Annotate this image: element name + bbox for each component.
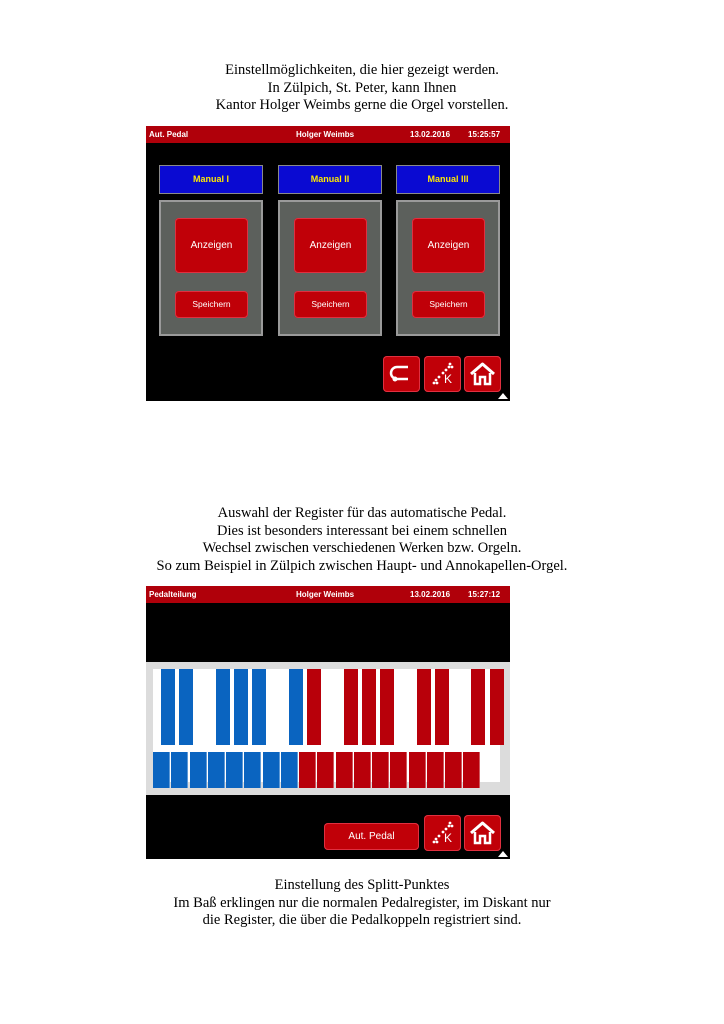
save-button[interactable]: Speichern — [294, 291, 367, 318]
pedal-key-upper[interactable] — [471, 669, 485, 745]
pedal-key-lower[interactable] — [317, 752, 334, 788]
pedal-key-upper[interactable] — [362, 669, 376, 745]
caption-line: Im Baß erklingen nur die normalen Pedalregister, im Diskant nur — [173, 894, 551, 911]
coupler-button[interactable] — [424, 356, 461, 392]
pedal-keyboard-area — [146, 662, 510, 795]
pedal-key-upper[interactable] — [289, 669, 303, 745]
screen-pedal-split — [146, 586, 510, 859]
caption-line: So zum Beispiel in Zülpich zwischen Haupt- und Annokapellen-Orgel. — [156, 557, 568, 574]
pedal-key-lower[interactable] — [153, 752, 170, 788]
show-button[interactable]: Anzeigen — [294, 218, 367, 273]
caption-intro — [0, 62, 724, 115]
pedal-key-upper[interactable] — [417, 669, 431, 745]
date-label: 13.02.2016 — [410, 130, 451, 139]
aut-pedal-button[interactable]: Aut. Pedal — [324, 823, 419, 850]
save-button[interactable]: Speichern — [412, 291, 485, 318]
show-button[interactable]: Anzeigen — [175, 218, 248, 273]
caption-split-point — [0, 877, 724, 930]
return-icon — [383, 356, 420, 392]
pedal-key-lower[interactable] — [354, 752, 371, 788]
pedal-key-lower[interactable] — [390, 752, 407, 788]
tab-manual-3[interactable]: Manual III — [396, 165, 500, 194]
date-label: 13.02.2016 — [410, 590, 451, 599]
user-name: Holger Weimbs — [296, 590, 355, 599]
caption-line: Dies ist besonders interessant bei einem schnellen — [217, 522, 507, 539]
time-label: 15:25:57 — [468, 130, 501, 139]
caption-line: Auswahl der Register für das automatische Pedal. — [217, 505, 507, 521]
coupler-k-label: K — [444, 831, 453, 845]
pedal-key-lower[interactable] — [372, 752, 389, 788]
show-button[interactable]: Anzeigen — [412, 218, 485, 273]
user-name: Holger Weimbs — [296, 130, 355, 139]
pedal-key-upper[interactable] — [307, 669, 321, 745]
pedal-keyboard[interactable] — [153, 669, 500, 782]
home-icon — [464, 356, 501, 392]
caption-line: Einstellmöglichkeiten, die hier gezeigt werden. — [225, 62, 499, 78]
pedal-key-lower[interactable] — [445, 752, 462, 788]
pedal-key-upper[interactable] — [234, 669, 248, 745]
home-icon — [464, 815, 501, 851]
tab-manual-2[interactable]: Manual II — [278, 165, 382, 194]
home-button[interactable] — [464, 815, 501, 851]
screen-title: Aut. Pedal — [149, 130, 189, 139]
pedal-key-upper[interactable] — [179, 669, 193, 745]
caption-line: Einstellung des Splitt-Punktes — [274, 877, 450, 893]
pedal-key-lower[interactable] — [171, 752, 188, 788]
pedal-key-lower[interactable] — [409, 752, 426, 788]
pedal-key-upper[interactable] — [344, 669, 358, 745]
title-bar — [146, 586, 510, 603]
caption-register-selection — [0, 505, 724, 575]
save-button[interactable]: Speichern — [175, 291, 248, 318]
back-button[interactable] — [383, 356, 420, 392]
screen-title: Pedalteilung — [149, 590, 197, 599]
corner-arrow-icon — [498, 393, 508, 399]
pedal-key-upper[interactable] — [161, 669, 175, 745]
pedal-key-lower[interactable] — [244, 752, 261, 788]
screen-aut-pedal — [146, 126, 510, 401]
pedal-key-upper[interactable] — [435, 669, 449, 745]
caption-line: Kantor Holger Weimbs gerne die Orgel vorstellen. — [215, 97, 509, 113]
pedal-key-upper[interactable] — [380, 669, 394, 745]
pedal-key-lower[interactable] — [299, 752, 316, 788]
pedal-key-lower[interactable] — [226, 752, 243, 788]
pedal-key-upper[interactable] — [252, 669, 266, 745]
coupler-button[interactable] — [424, 815, 461, 851]
pedal-key-lower[interactable] — [281, 752, 298, 788]
caption-line: In Zülpich, St. Peter, kann Ihnen — [267, 79, 457, 96]
corner-arrow-icon — [498, 851, 508, 857]
caption-line: die Register, die über die Pedalkoppeln registriert sind. — [202, 912, 522, 928]
title-bar — [146, 126, 510, 143]
manual-1-panel — [159, 200, 263, 336]
pedal-key-lower[interactable] — [190, 752, 207, 788]
caption-line: Wechsel zwischen verschiedenen Werken bzw. Orgeln. — [202, 540, 522, 556]
pedal-key-upper[interactable] — [216, 669, 230, 745]
manual-2-panel — [278, 200, 382, 336]
coupler-icon — [424, 356, 461, 392]
pedal-key-upper[interactable] — [490, 669, 504, 745]
time-label: 15:27:12 — [468, 590, 501, 599]
manual-3-panel — [396, 200, 500, 336]
pedal-key-lower[interactable] — [427, 752, 444, 788]
coupler-icon — [424, 815, 461, 851]
pedal-key-lower[interactable] — [263, 752, 280, 788]
pedal-key-lower[interactable] — [336, 752, 353, 788]
pedal-key-lower[interactable] — [463, 752, 480, 788]
coupler-k-label: K — [444, 372, 453, 386]
home-button[interactable] — [464, 356, 501, 392]
pedal-key-lower[interactable] — [208, 752, 225, 788]
tab-manual-1[interactable]: Manual I — [159, 165, 263, 194]
